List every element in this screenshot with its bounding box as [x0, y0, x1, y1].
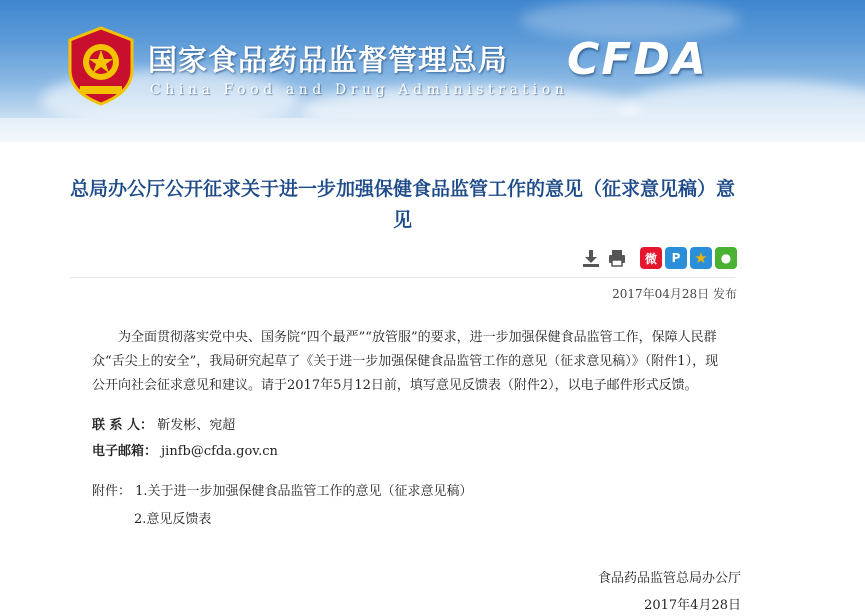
article-container — [50, 142, 755, 614]
contact-person — [92, 416, 235, 436]
email-label: 电子邮箱： — [92, 444, 158, 459]
contact-value: 靳发彬、宛超 — [157, 418, 236, 433]
contact-email — [92, 442, 278, 462]
article-toolbar — [575, 246, 737, 270]
publish-label: 发布 — [712, 287, 737, 301]
page-title: 总局办公厅公开征求关于进一步加强保健食品监管工作的意见（征求意见稿）意见 — [70, 178, 736, 231]
cfda-logo[interactable]: CFDA — [567, 34, 708, 85]
site-name-chinese: 国家食品药品监督管理总局 — [148, 43, 509, 77]
attachment-list — [92, 482, 473, 502]
publish-date — [612, 285, 737, 302]
attachment-link-2[interactable]: 2.意见反馈表 — [134, 512, 212, 527]
favorite-star-icon[interactable]: ★ — [690, 247, 712, 269]
article-body: 为全面贯彻落实党中央、国务院“四个最严”“放管服”的要求，进一步加强保健食品监管工作，保障人民群众“舌尖上的安全”，我局研究起草了《关于进一步加强保健食品监管工作的意见（征求意见稿）》（附件1），现公开向社会征求意见和建议。请于2017年5月12日前，填写意见反馈表（附件2），以电子邮件形式反馈。 — [92, 330, 719, 393]
site-header-banner — [0, 0, 865, 118]
signature-date: 2017年4月28日 — [644, 598, 741, 613]
wechat-icon[interactable]: ● — [715, 247, 737, 269]
email-value[interactable]: jinfb@cfda.gov.cn — [161, 444, 278, 459]
banner-cloud — [620, 80, 865, 118]
header-bottom-strip — [0, 118, 865, 142]
print-icon[interactable] — [607, 248, 627, 268]
contact-label: 联 系 人： — [92, 418, 154, 433]
signature-org: 食品药品监管总局办公厅 — [597, 571, 741, 586]
publish-date-value: 2017年04月28日 — [612, 287, 710, 301]
attachment-item — [134, 510, 211, 530]
site-name-english: China Food and Drug Administration — [150, 82, 569, 98]
national-emblem-icon[interactable] — [66, 26, 136, 106]
weibo-icon[interactable]: 微 — [640, 247, 662, 269]
attachments-label: 附件： — [92, 484, 132, 499]
tencent-weibo-icon[interactable]: P — [665, 247, 687, 269]
download-icon[interactable] — [581, 248, 601, 268]
title-divider — [70, 277, 735, 278]
attachment-link-1[interactable]: 1.关于进一步加强保健食品监管工作的意见（征求意见稿） — [135, 484, 473, 499]
